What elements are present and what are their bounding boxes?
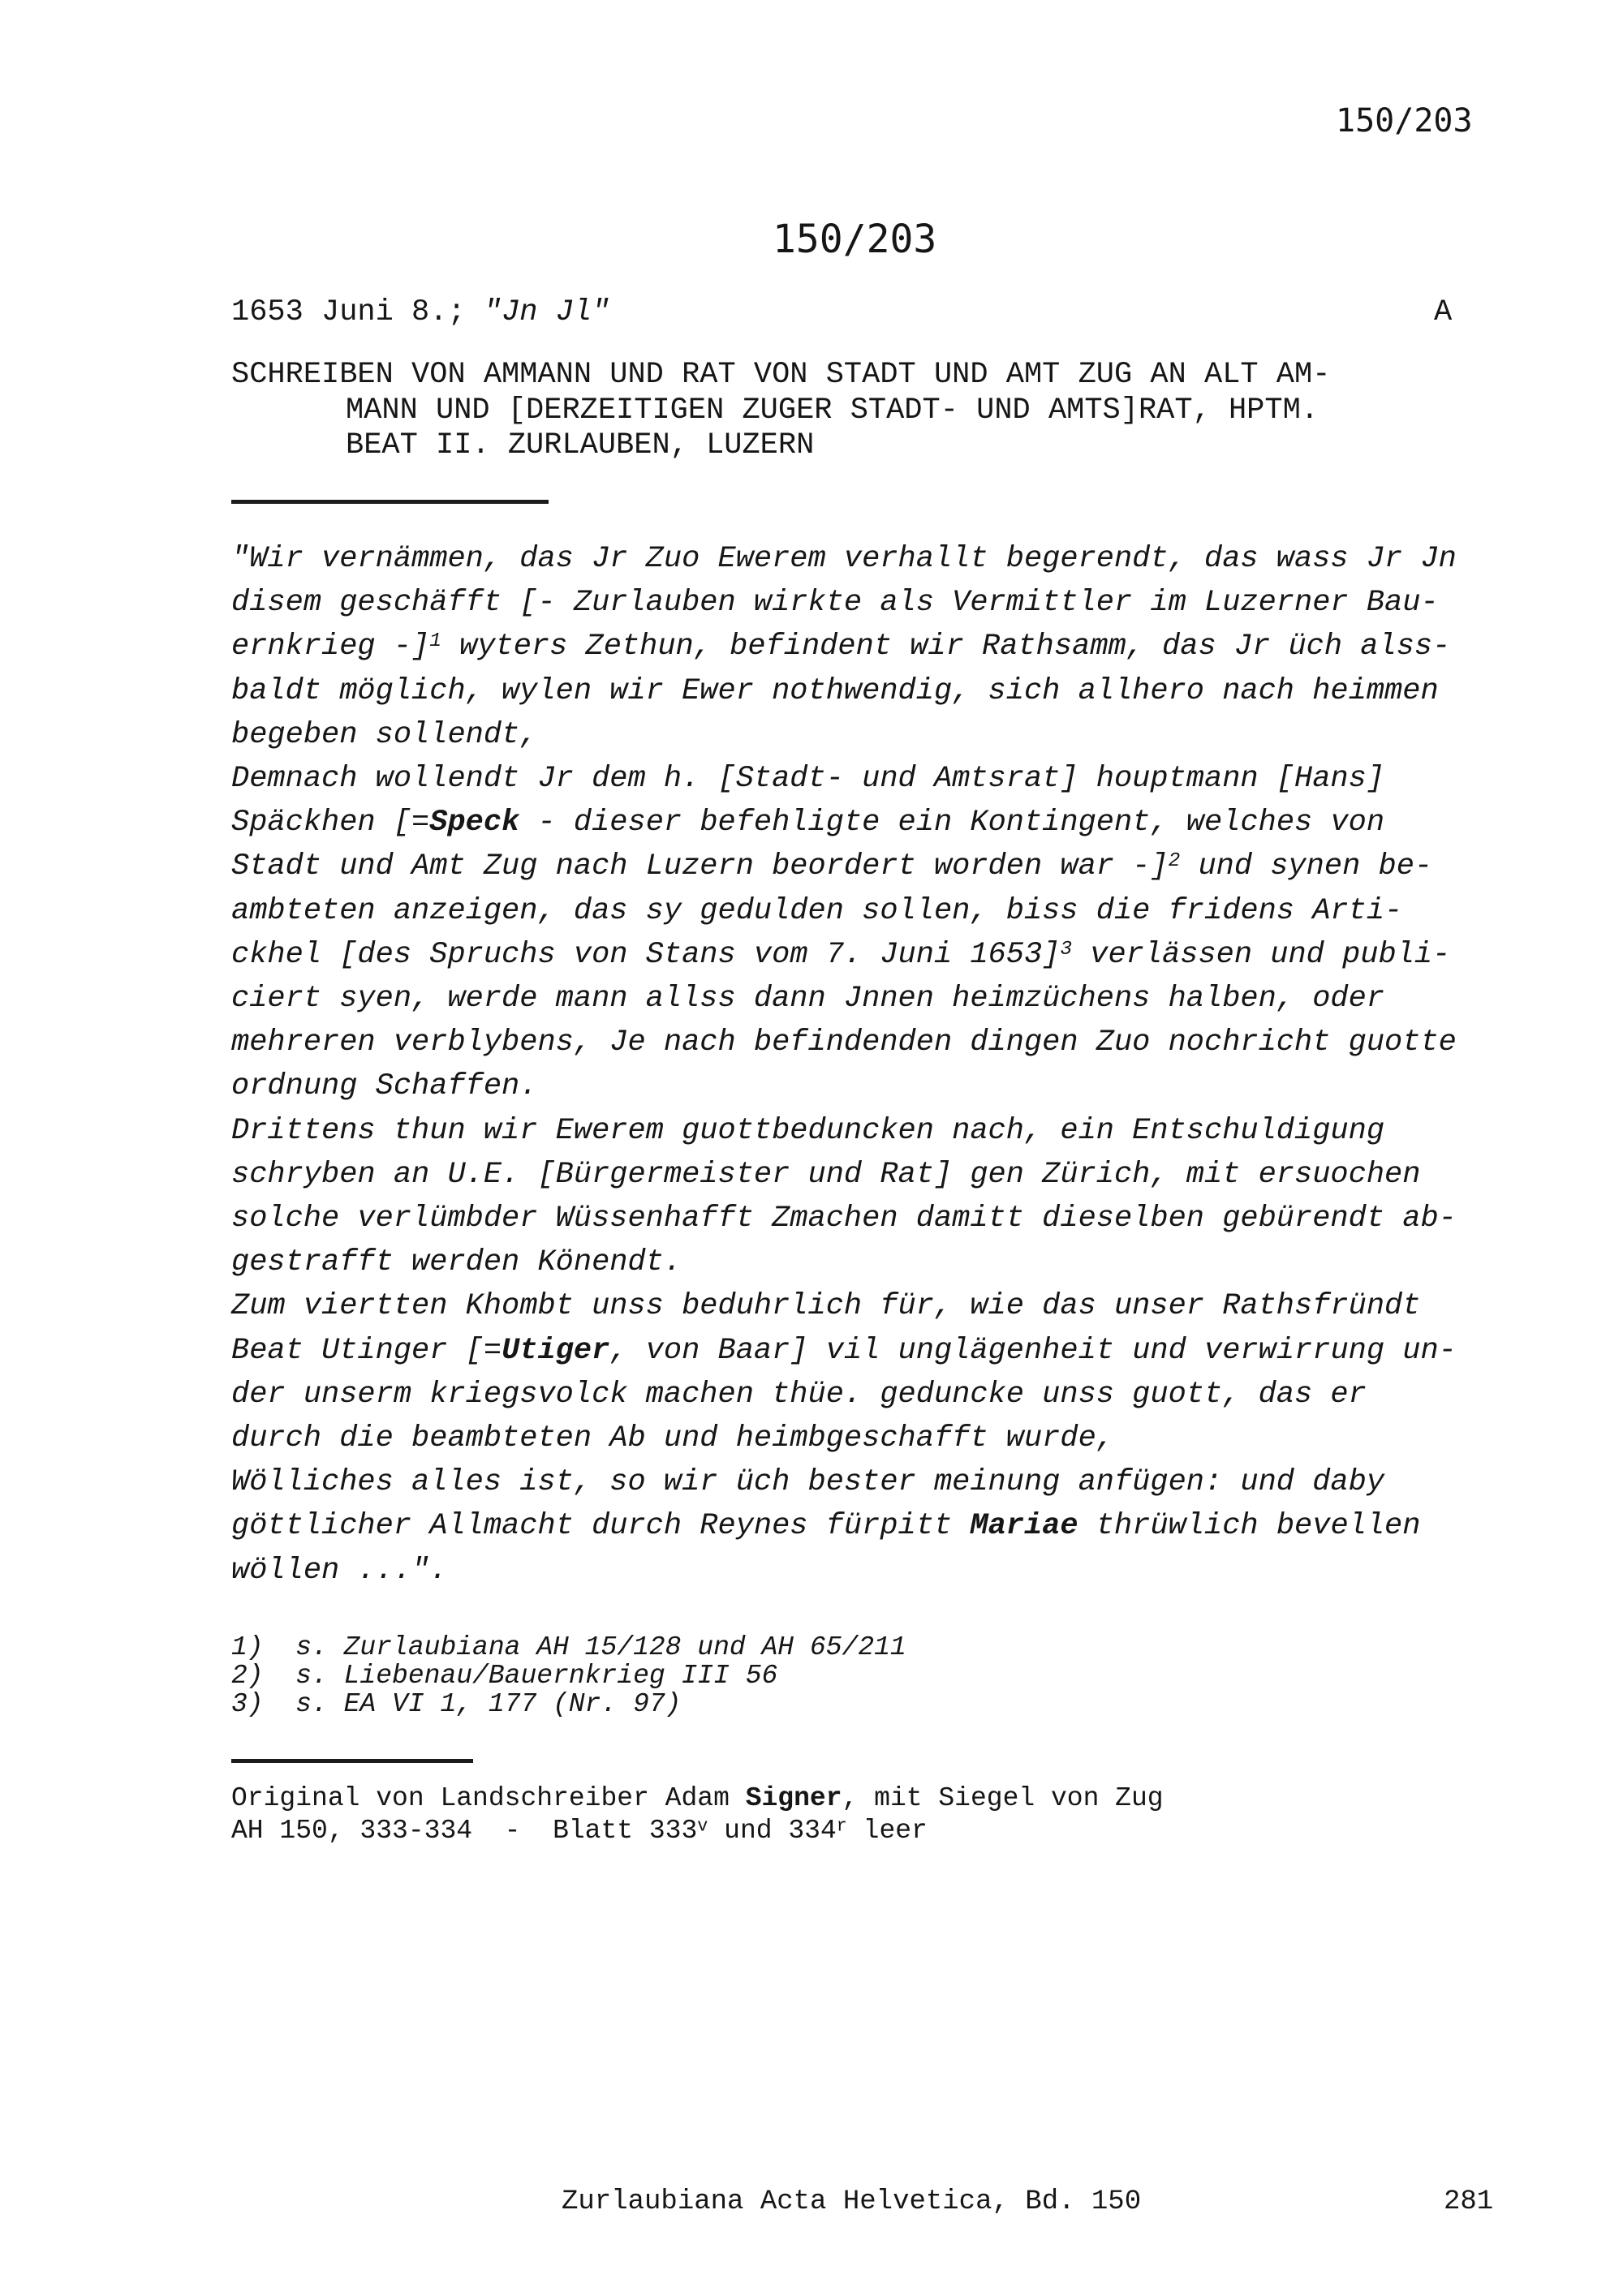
text-segment: ernkrieg -]	[231, 630, 430, 664]
text-segment: wöllen ...".	[231, 1553, 448, 1588]
source-note	[231, 1782, 1164, 1847]
body-line	[231, 625, 1457, 669]
text-segment: verlässen und publi-	[1072, 937, 1451, 972]
text-segment: Späckhen [=	[231, 806, 430, 841]
date-quote: "Jn Jl"	[483, 295, 610, 329]
superscript-marker: 3	[1060, 939, 1073, 961]
text-segment: disem geschäfft [- Zurlauben wirkte als Vermittler im Luzerner Bau-	[231, 586, 1439, 621]
text-segment: ciert syen, werde mann allss dann Jnnen heimzüchens halben, oder	[231, 982, 1385, 1017]
body-line	[231, 1064, 1457, 1108]
footnote-item: 3) s. EA VI 1, 177 (Nr. 97)	[231, 1689, 682, 1719]
text-segment: ordnung Schaffen.	[231, 1069, 538, 1104]
document-heading	[231, 358, 1330, 464]
footnotes	[231, 1633, 906, 1718]
text-segment: "Wir vernämmen, das Jr Zuo Ewerem verhallt begerendt, das wass Jr Jn	[231, 542, 1457, 576]
body-line	[231, 1504, 1457, 1548]
body-line	[231, 933, 1457, 977]
text-segment: ckhel [des Spruchs von Stans vom 7. Juni 1653]	[231, 937, 1061, 972]
body-line	[231, 1284, 1457, 1328]
text-segment: Zum viertten Khombt unss beduhrlich für, wie das unser Rathsfründt	[231, 1289, 1421, 1324]
text-segment: - dieser befehligte ein Kontingent, welches von	[519, 806, 1385, 841]
body-line	[231, 801, 1457, 845]
document-body	[231, 537, 1457, 1593]
superscript-marker: r	[836, 1816, 847, 1837]
date-text: 1653 Juni 8.;	[231, 295, 484, 329]
superscript-marker: 1	[429, 630, 441, 653]
text-segment: baldt möglich, wylen wir Ewer nothwendig, sich allhero nach heimmen	[231, 673, 1439, 708]
body-line	[231, 1373, 1457, 1417]
footer-page-number: 281	[1444, 2186, 1494, 2217]
text-segment: ambteten anzeigen, das sy gedulden sollen, biss die fridens Arti-	[231, 893, 1403, 928]
text-segment: Original von Landschreiber Adam	[231, 1783, 746, 1813]
source-line	[231, 1782, 1164, 1815]
text-segment: Demnach wollendt Jr dem h. [Stadt- und Amtsrat] houptmann [Hans]	[231, 762, 1385, 797]
heading-line: MANN UND [DERZEITIGEN ZUGER STADT- UND AMTS]RAT, HPTM.	[346, 393, 1319, 428]
text-segment: Stadt und Amt Zug nach Luzern beordert worden war -]	[231, 849, 1169, 884]
body-line	[231, 1109, 1457, 1153]
text-segment: solche verlümbder Wüssenhafft Zmachen damitt dieselben gebürendt ab-	[231, 1202, 1457, 1236]
text-segment: gestrafft werden Könendt.	[231, 1245, 682, 1280]
footer-series-title: Zurlaubiana Acta Helvetica, Bd. 150	[562, 2186, 1142, 2217]
footnote-item: 2) s. Liebenau/Bauernkrieg III 56	[231, 1661, 778, 1691]
bold-text: Utiger	[502, 1333, 610, 1368]
text-segment: Wölliches alles ist, so wir üch bester meinung anfügen: und daby	[231, 1465, 1385, 1500]
body-line	[231, 1240, 1457, 1284]
body-line	[231, 1417, 1457, 1460]
body-line	[231, 889, 1457, 933]
text-segment: thrüwlich bevellen	[1078, 1509, 1421, 1544]
heading-line: SCHREIBEN VON AMMANN UND RAT VON STADT UND AMT ZUG AN ALT AM-	[231, 358, 1331, 392]
source-line	[231, 1815, 1164, 1847]
body-line	[231, 669, 1457, 713]
date-line	[231, 295, 610, 329]
text-segment: , mit Siegel von Zug	[842, 1783, 1164, 1813]
text-segment: schryben an U.E. [Bürgermeister und Rat] gen Zürich, mit ersuochen	[231, 1157, 1421, 1192]
body-line	[231, 1329, 1457, 1373]
heading-line: BEAT II. ZURLAUBEN, LUZERN	[346, 428, 815, 462]
text-segment: mehreren verblybens, Je nach befindenden dingen Zuo nochricht guotte	[231, 1025, 1457, 1060]
text-segment: durch die beambteten Ab und heimbgeschafft wurde,	[231, 1421, 1114, 1456]
body-line	[231, 537, 1457, 581]
body-line	[231, 1021, 1457, 1064]
superscript-marker: v	[697, 1816, 708, 1837]
bold-text: Speck	[429, 806, 520, 841]
text-segment: leer	[846, 1816, 928, 1846]
body-line	[231, 1153, 1457, 1197]
body-line	[231, 1197, 1457, 1240]
body-line	[231, 1460, 1457, 1504]
text-segment: , von Baar] vil unglägenheit und verwirrung un-	[609, 1333, 1457, 1368]
body-line	[231, 845, 1457, 888]
text-segment: und 334	[708, 1816, 837, 1846]
body-line	[231, 977, 1457, 1021]
text-segment: göttlicher Allmacht durch Reynes fürpitt	[231, 1509, 971, 1544]
body-line	[231, 581, 1457, 625]
text-segment: AH 150, 333-334 - Blatt 333	[231, 1816, 698, 1846]
body-line	[231, 1549, 1457, 1593]
text-segment: begeben sollendt,	[231, 717, 538, 752]
heading-rule	[231, 500, 549, 504]
text-segment: und synen be-	[1180, 849, 1433, 884]
body-line	[231, 757, 1457, 801]
document-number-title: 150/203	[773, 217, 937, 262]
text-segment: Drittens thun wir Ewerem guottbeduncken nach, ein Entschuldigung	[231, 1113, 1385, 1148]
bold-text: Mariae	[970, 1509, 1078, 1544]
superscript-marker: 2	[1168, 850, 1181, 873]
text-segment: der unserm kriegsvolck machen thüe. geduncke unss guott, das er	[231, 1377, 1367, 1412]
text-segment: wyters Zethun, befindent wir Rathsamm, das Jr üch alss-	[441, 630, 1451, 664]
bold-text: Signer	[745, 1783, 842, 1813]
body-line	[231, 713, 1457, 757]
classification-letter: A	[1434, 295, 1453, 329]
footnote-rule	[231, 1759, 473, 1763]
text-segment: Beat Utinger [=	[231, 1333, 502, 1368]
page-header-number: 150/203	[1336, 102, 1473, 140]
footnote-item: 1) s. Zurlaubiana AH 15/128 und AH 65/211	[231, 1632, 906, 1662]
